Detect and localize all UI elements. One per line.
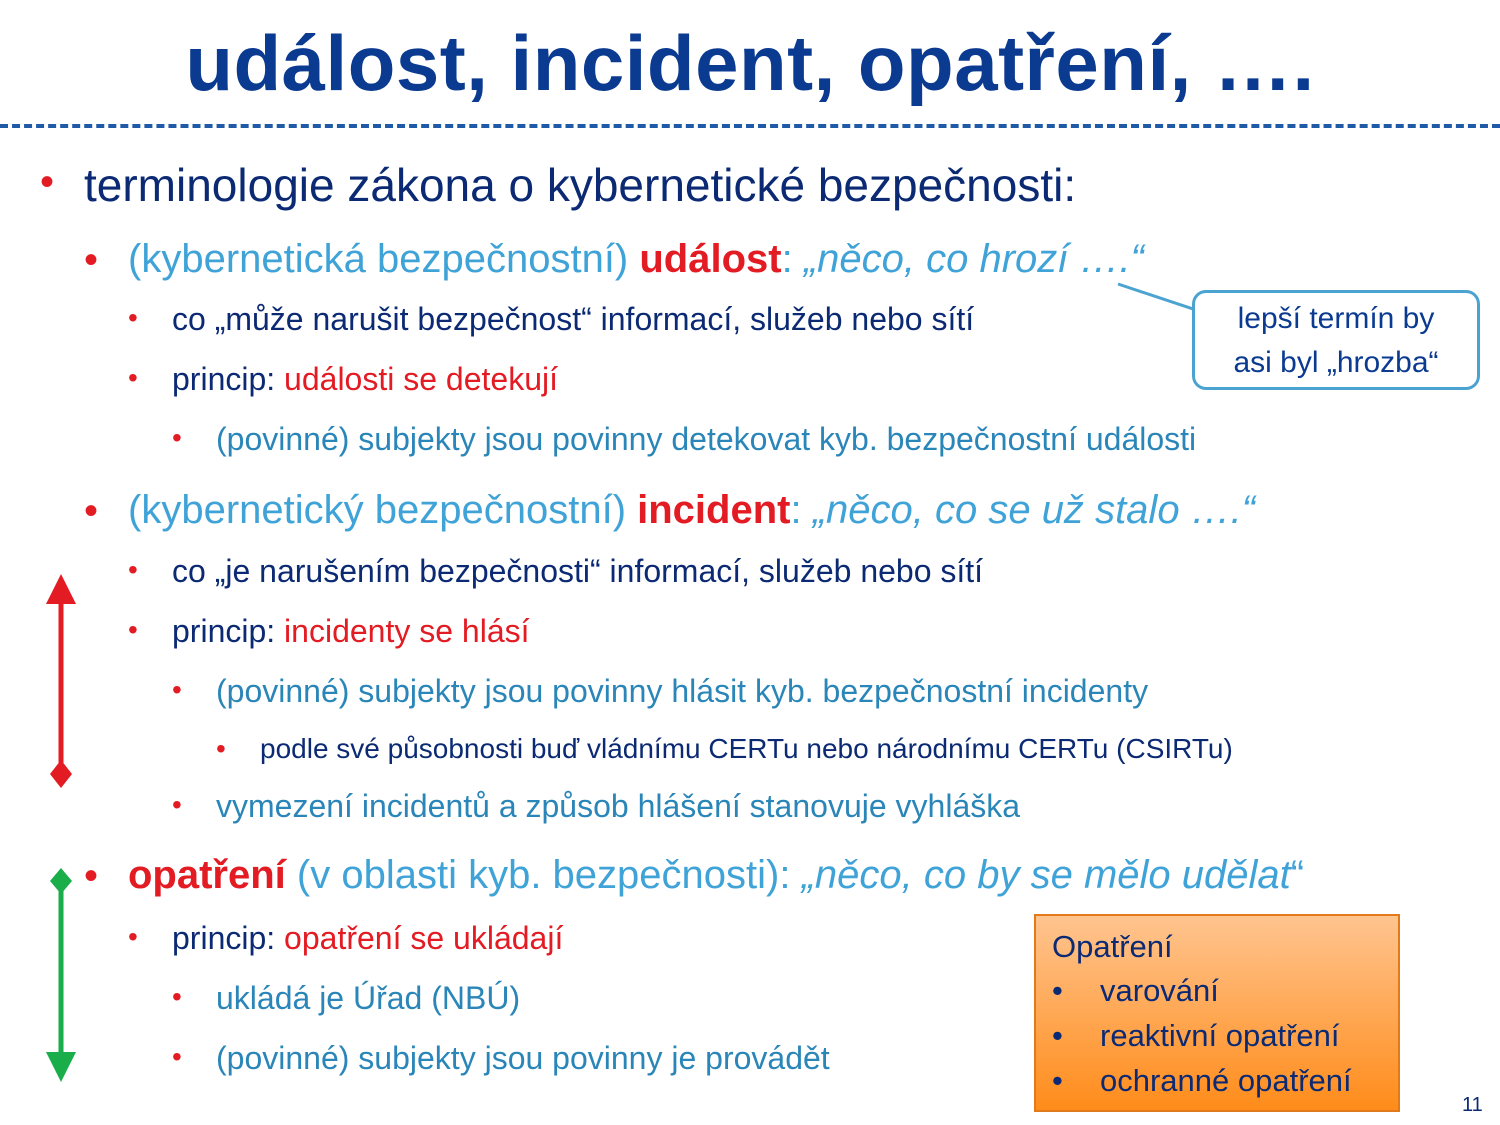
text-segment: vymezení incidentů a způsob hlášení stanovuje vyhláška <box>216 788 1021 824</box>
bullet-dot: • <box>40 159 55 204</box>
text-segment: incidenty se hlásí <box>284 613 530 649</box>
bullet-line-level-3 <box>172 553 983 590</box>
page-number: 11 <box>1462 1094 1483 1116</box>
dashed-divider <box>0 124 1500 128</box>
text-segment: (povinné) subjekty jsou povinny detekovat kyb. bezpečnostní události <box>216 421 1197 457</box>
bullet-dot: • <box>128 920 138 952</box>
bullet-dot: • <box>128 613 138 645</box>
text-segment: události se detekují <box>284 361 558 397</box>
text-segment: opatření se ukládají <box>284 920 564 956</box>
bullet-dot: • <box>172 421 182 453</box>
text-segment: (povinné) subjekty jsou povinny hlásit kyb. bezpečnostní incidenty <box>216 673 1149 709</box>
bullet-dot: • <box>172 788 182 820</box>
text-segment: (kybernetická bezpečnostní) <box>128 237 640 281</box>
bullet-line-level-2 <box>128 237 1144 282</box>
bullet-line-level-4 <box>216 421 1196 458</box>
opatreni-box <box>1034 914 1400 1112</box>
text-segment: “ <box>1290 853 1305 897</box>
callout-note <box>1192 290 1480 390</box>
bullet-line-level-2 <box>128 853 1304 898</box>
text-segment: opatření <box>128 853 286 897</box>
red-double-arrow-icon <box>40 572 82 790</box>
box-item <box>1052 1013 1382 1058</box>
bullet-line-level-4 <box>216 1040 830 1077</box>
box-item <box>1052 1058 1382 1103</box>
text-segment: terminologie zákona o kybernetické bezpečnosti: <box>84 159 1077 211</box>
bullet-dot: • <box>128 553 138 585</box>
bullet-line-level-5 <box>260 733 1233 765</box>
text-segment: podle své působnosti buď vládnímu CERTu nebo národnímu CERTu (CSIRTu) <box>260 733 1233 764</box>
bullet-dot: • <box>216 733 226 765</box>
text-segment: „něco, co se už stalo ….“ <box>812 488 1256 532</box>
text-segment: princip: <box>172 361 285 397</box>
bullet-line-level-3 <box>172 361 558 398</box>
box-heading: Opatření <box>1052 929 1173 964</box>
bullet-dot: • <box>1052 1018 1063 1053</box>
box-item-label: ochranné opatření <box>1100 1063 1352 1098</box>
text-segment: ukládá je Úřad (NBÚ) <box>216 980 521 1016</box>
bullet-dot: • <box>172 1040 182 1072</box>
box-item-label: reaktivní opatření <box>1100 1018 1340 1053</box>
text-segment: : <box>781 237 804 281</box>
text-segment: (v oblasti kyb. bezpečnosti): <box>285 853 802 897</box>
slide-title: událost, incident, opatření, …. <box>185 19 1315 107</box>
bullet-line-level-4 <box>216 788 1020 825</box>
text-segment: co „může narušit bezpečnost“ informací, služeb nebo sítí <box>172 301 975 337</box>
bullet-dot: • <box>84 854 99 899</box>
bullet-dot: • <box>84 238 99 283</box>
text-segment: (kybernetický bezpečnostní) <box>128 488 638 532</box>
bullet-line-level-4 <box>216 673 1148 710</box>
text-segment: (povinné) subjekty jsou povinny je provádět <box>216 1040 830 1076</box>
bullet-line-level-2 <box>128 488 1255 533</box>
bullet-line-level-4 <box>216 980 520 1017</box>
box-item <box>1052 968 1382 1013</box>
text-segment: princip: <box>172 920 285 956</box>
text-segment: „něco, co by se mělo udělat <box>801 853 1291 897</box>
bullet-line-level-3 <box>172 301 974 338</box>
bullet-dot: • <box>172 980 182 1012</box>
text-segment: princip: <box>172 613 285 649</box>
bullet-dot: • <box>1052 973 1063 1008</box>
text-segment: událost <box>639 237 782 281</box>
text-segment: : <box>790 488 813 532</box>
text-segment: „něco, co hrozí ….“ <box>803 237 1144 281</box>
text-segment: co „je narušením bezpečnosti“ informací, služeb nebo sítí <box>172 553 984 589</box>
bullet-dot: • <box>128 301 138 333</box>
bullet-line-level-1 <box>84 158 1076 212</box>
green-double-arrow-icon <box>40 866 82 1084</box>
text-segment: incident <box>637 488 791 532</box>
bullet-line-level-3 <box>172 613 530 650</box>
bullet-dot: • <box>128 361 138 393</box>
box-item-label: varování <box>1100 973 1219 1008</box>
bullet-dot: • <box>1052 1063 1063 1098</box>
callout-line-1: lepší termín by <box>1237 302 1435 335</box>
bullet-dot: • <box>84 489 99 534</box>
callout-line-2: asi byl „hrozba“ <box>1233 346 1439 379</box>
bullet-dot: • <box>172 673 182 705</box>
bullet-line-level-3 <box>172 920 563 957</box>
